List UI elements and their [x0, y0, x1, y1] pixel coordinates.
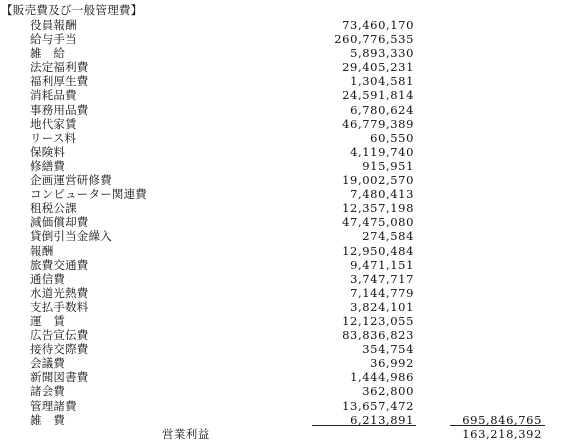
expense-row [0, 399, 581, 413]
expense-row [0, 342, 581, 356]
expense-label: 雑 費 [30, 412, 66, 427]
expense-row [0, 145, 581, 159]
expense-label: 報酬 [30, 243, 54, 258]
expense-amount: 354,754 [362, 342, 414, 357]
expense-label: 諸会費 [30, 384, 66, 399]
expense-label: 法定福利費 [30, 60, 89, 75]
expense-label: 雑 給 [30, 46, 66, 61]
expense-label: 減価償却費 [30, 215, 89, 230]
expense-row [0, 32, 581, 46]
expense-row [0, 46, 581, 60]
expense-label: 広告宣伝費 [30, 328, 89, 343]
expense-label: 接待交際費 [30, 342, 89, 357]
expense-row [0, 328, 581, 342]
expense-amount: 274,584 [362, 229, 414, 244]
expense-amount: 36,992 [370, 356, 414, 371]
expense-label: 水道光熱費 [30, 285, 89, 300]
expense-row [0, 201, 581, 215]
expense-amount: 24,591,814 [342, 88, 414, 103]
operating-profit-value: 163,218,392 [462, 427, 542, 441]
expense-row [0, 229, 581, 243]
expense-label: 支払手数料 [30, 299, 89, 314]
expense-amount: 6,213,891 [350, 412, 414, 427]
expense-amount: 260,776,535 [334, 32, 414, 47]
expense-total: 695,846,765 [462, 412, 542, 427]
expense-label: 役員報酬 [30, 18, 77, 32]
subtotal-rule [312, 425, 416, 426]
expense-amount: 3,747,717 [350, 271, 414, 286]
expense-row [0, 258, 581, 272]
expense-row [0, 131, 581, 145]
expense-amount: 19,002,570 [342, 173, 414, 188]
expense-label: リース料 [30, 130, 77, 145]
expense-label: コンピューター関連費 [30, 187, 147, 202]
expense-label: 保険料 [30, 144, 66, 159]
expense-amount: 7,144,779 [350, 285, 414, 300]
expense-amount: 83,836,823 [342, 328, 414, 343]
expense-row [0, 103, 581, 117]
expense-label: 租税公課 [30, 201, 77, 216]
expense-amount: 60,550 [370, 130, 414, 145]
expense-row [0, 60, 581, 74]
expense-amount: 915,951 [362, 158, 414, 173]
expense-row [0, 159, 581, 173]
expense-list [0, 18, 581, 427]
expense-amount: 12,357,198 [342, 201, 414, 216]
total-rule [450, 425, 545, 426]
expense-amount: 1,444,986 [350, 370, 414, 385]
expense-row [0, 384, 581, 398]
expense-label: 消耗品費 [30, 88, 77, 103]
expense-label: 地代家賃 [30, 116, 77, 131]
expense-label: 福利厚生費 [30, 74, 89, 89]
expense-label: 企画運営研修費 [30, 173, 112, 188]
expense-label: 旅費交通費 [30, 257, 89, 272]
expense-amount: 6,780,624 [350, 102, 414, 117]
expense-row [0, 117, 581, 131]
expense-label: 給与手当 [30, 32, 77, 47]
expense-row [0, 356, 581, 370]
expense-row [0, 18, 581, 32]
expense-amount: 4,119,740 [350, 144, 414, 159]
expense-amount: 12,123,055 [342, 313, 414, 328]
section-title: 【販売費及び一般管理費】 [1, 3, 143, 17]
expense-label: 会議費 [30, 356, 66, 371]
expense-label: 新聞図書費 [30, 370, 89, 385]
expense-row [0, 272, 581, 286]
expense-row [0, 187, 581, 201]
expense-amount: 1,304,581 [350, 74, 414, 89]
expense-label: 貸倒引当金繰入 [30, 229, 112, 244]
expense-label: 修繕費 [30, 158, 66, 173]
expense-row [0, 314, 581, 328]
expense-amount: 9,471,151 [350, 257, 414, 272]
expense-amount: 5,893,330 [350, 46, 414, 61]
expense-amount: 46,779,389 [342, 116, 414, 131]
expense-row [0, 286, 581, 300]
operating-profit-label: 営業利益 [162, 427, 210, 441]
expense-label: 管理諸費 [30, 398, 77, 413]
expense-amount: 3,824,101 [350, 299, 414, 314]
expense-label: 通信費 [30, 271, 66, 286]
expense-amount: 12,950,484 [342, 243, 414, 258]
expense-amount: 7,480,413 [350, 187, 414, 202]
expense-amount: 29,405,231 [342, 60, 414, 75]
expense-amount: 73,460,170 [342, 18, 414, 32]
expense-row [0, 215, 581, 229]
expense-row [0, 88, 581, 102]
expense-row [0, 173, 581, 187]
expense-label: 事務用品費 [30, 102, 89, 117]
expense-amount: 47,475,080 [342, 215, 414, 230]
expense-label: 運 賃 [30, 313, 66, 328]
expense-amount: 362,800 [362, 384, 414, 399]
expense-row [0, 244, 581, 258]
expense-row [0, 370, 581, 384]
expense-amount: 13,657,472 [342, 398, 414, 413]
expense-row [0, 74, 581, 88]
expense-row [0, 300, 581, 314]
